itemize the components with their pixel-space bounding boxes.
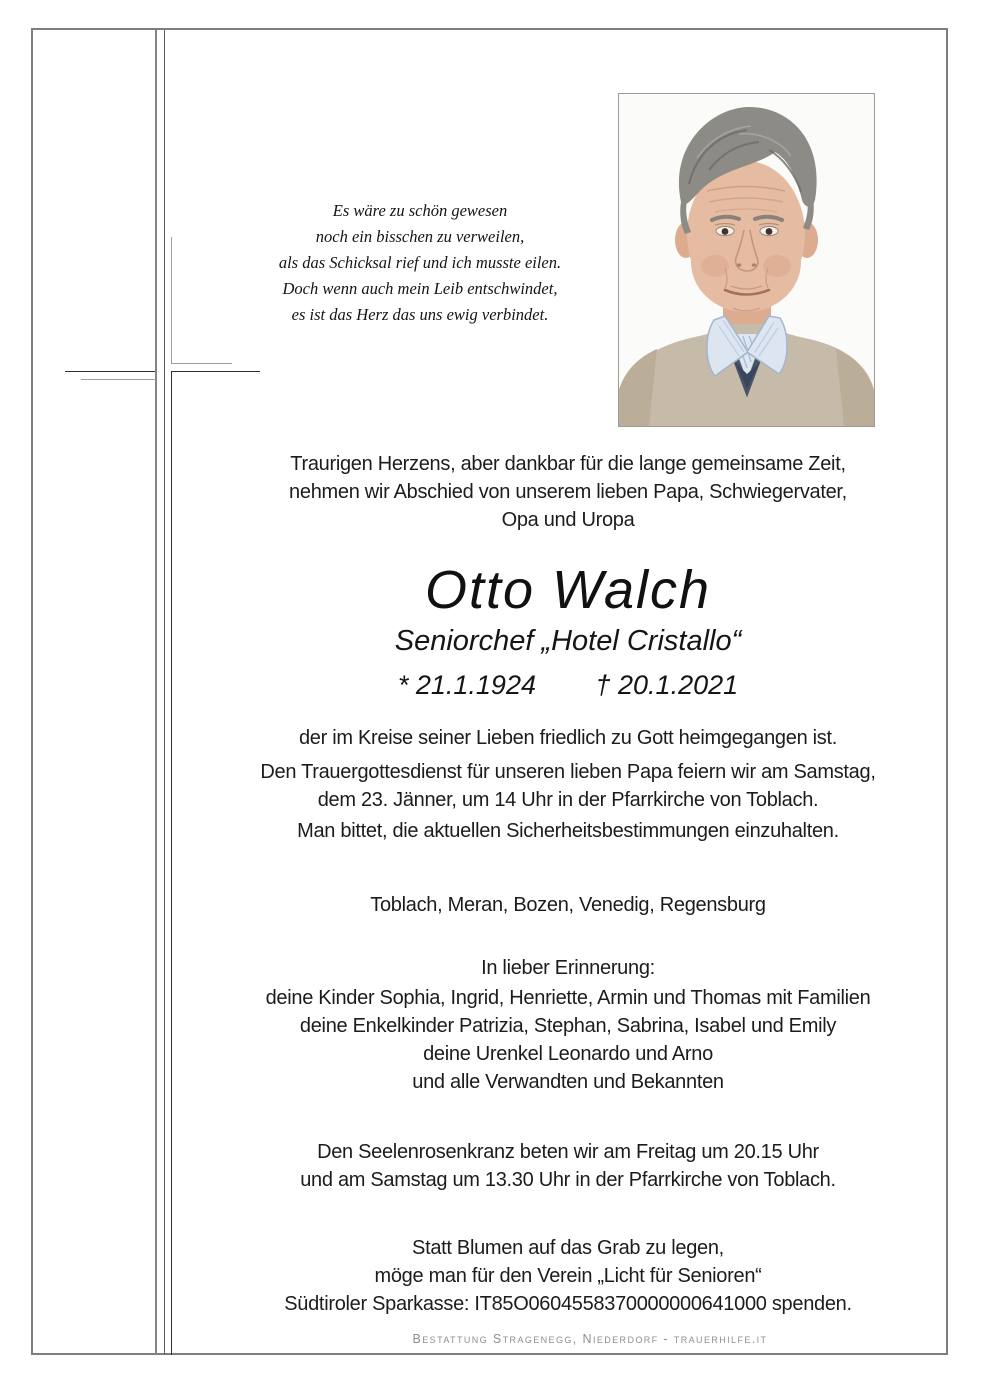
mourner-line: und alle Verwandten und Bekannten — [412, 1071, 724, 1093]
cities-line: Toblach, Meran, Bozen, Venedig, Regensburg — [370, 894, 766, 916]
cross-vertical-line-2 — [164, 30, 165, 1355]
mourner-line: deine Urenkel Leonardo und Arno — [423, 1043, 713, 1065]
service-paragraph — [185, 758, 951, 814]
birth-date: * 21.1.1924 — [397, 670, 536, 700]
donation-paragraph — [185, 1234, 951, 1318]
poem-line: Doch wenn auch mein Leib entschwindet, — [282, 279, 558, 298]
memorial-poem — [250, 198, 590, 328]
rosary-line: Den Seelenrosenkranz beten wir am Freitag um 20.15 Uhr — [317, 1141, 819, 1163]
life-dates — [185, 669, 951, 701]
service-line: dem 23. Jänner, um 14 Uhr in der Pfarrkirche von Toblach. — [317, 789, 819, 811]
passing-line: der im Kreise seiner Lieben friedlich zu Gott heimgegangen ist. — [298, 727, 838, 749]
portrait-illustration — [619, 94, 874, 426]
poem-line: als das Schicksal rief und ich musste eilen. — [278, 253, 562, 272]
mourner-line: deine Enkelkinder Patrizia, Stephan, Sabrina, Isabel und Emily — [299, 1015, 837, 1037]
intro-line: Traurigen Herzens, aber dankbar für die lange gemeinsame Zeit, — [290, 453, 846, 475]
poem-line: es ist das Herz das uns ewig verbindet. — [291, 305, 549, 324]
cross-horizontal-line-left-shadow — [81, 379, 156, 380]
poem-line: Es wäre zu schön gewesen — [332, 201, 508, 220]
donation-line: möge man für den Verein „Licht für Senioren“ — [374, 1265, 762, 1287]
cross-horizontal-line-right — [172, 371, 260, 372]
intro-line: Opa und Uropa — [501, 509, 635, 531]
memory-heading: In lieber Erinnerung: — [481, 957, 655, 979]
donation-line: Statt Blumen auf das Grab zu legen, — [412, 1237, 724, 1259]
deceased-title: Seniorchef „Hotel Cristallo“ — [394, 625, 742, 657]
rosary-line: und am Samstag um 13.30 Uhr in der Pfarrkirche von Toblach. — [300, 1169, 836, 1191]
cross-horizontal-line-right-shadow — [172, 363, 232, 364]
funeral-home-footer: Bestattung Stragenegg, Niederdorf - trauerhilfe.it — [412, 1332, 768, 1346]
poem-line: noch ein bisschen zu verweilen, — [315, 227, 525, 246]
cross-vertical-line-3-lower — [171, 371, 172, 1355]
intro-paragraph — [185, 450, 951, 534]
intro-line: nehmen wir Abschied von unserem lieben Papa, Schwiegervater, — [289, 481, 847, 503]
cross-horizontal-line-left — [65, 371, 155, 372]
cross-vertical-line-3-upper — [171, 237, 172, 364]
portrait-photo — [618, 93, 875, 427]
cross-vertical-line-1 — [155, 30, 157, 1355]
safety-line: Man bittet, die aktuellen Sicherheitsbestimmungen einzuhalten. — [297, 820, 839, 842]
deceased-name: Otto Walch — [424, 560, 712, 620]
rosary-paragraph — [185, 1138, 951, 1194]
death-date: † 20.1.2021 — [595, 670, 739, 700]
mourners-list — [185, 984, 951, 1096]
mourner-line: deine Kinder Sophia, Ingrid, Henriette, Armin und Thomas mit Familien — [265, 987, 871, 1009]
donation-line: Südtiroler Sparkasse: IT85O0604558370000000641000 spenden. — [284, 1293, 852, 1315]
service-line: Den Trauergottesdienst für unseren lieben Papa feiern wir am Samstag, — [260, 761, 876, 783]
